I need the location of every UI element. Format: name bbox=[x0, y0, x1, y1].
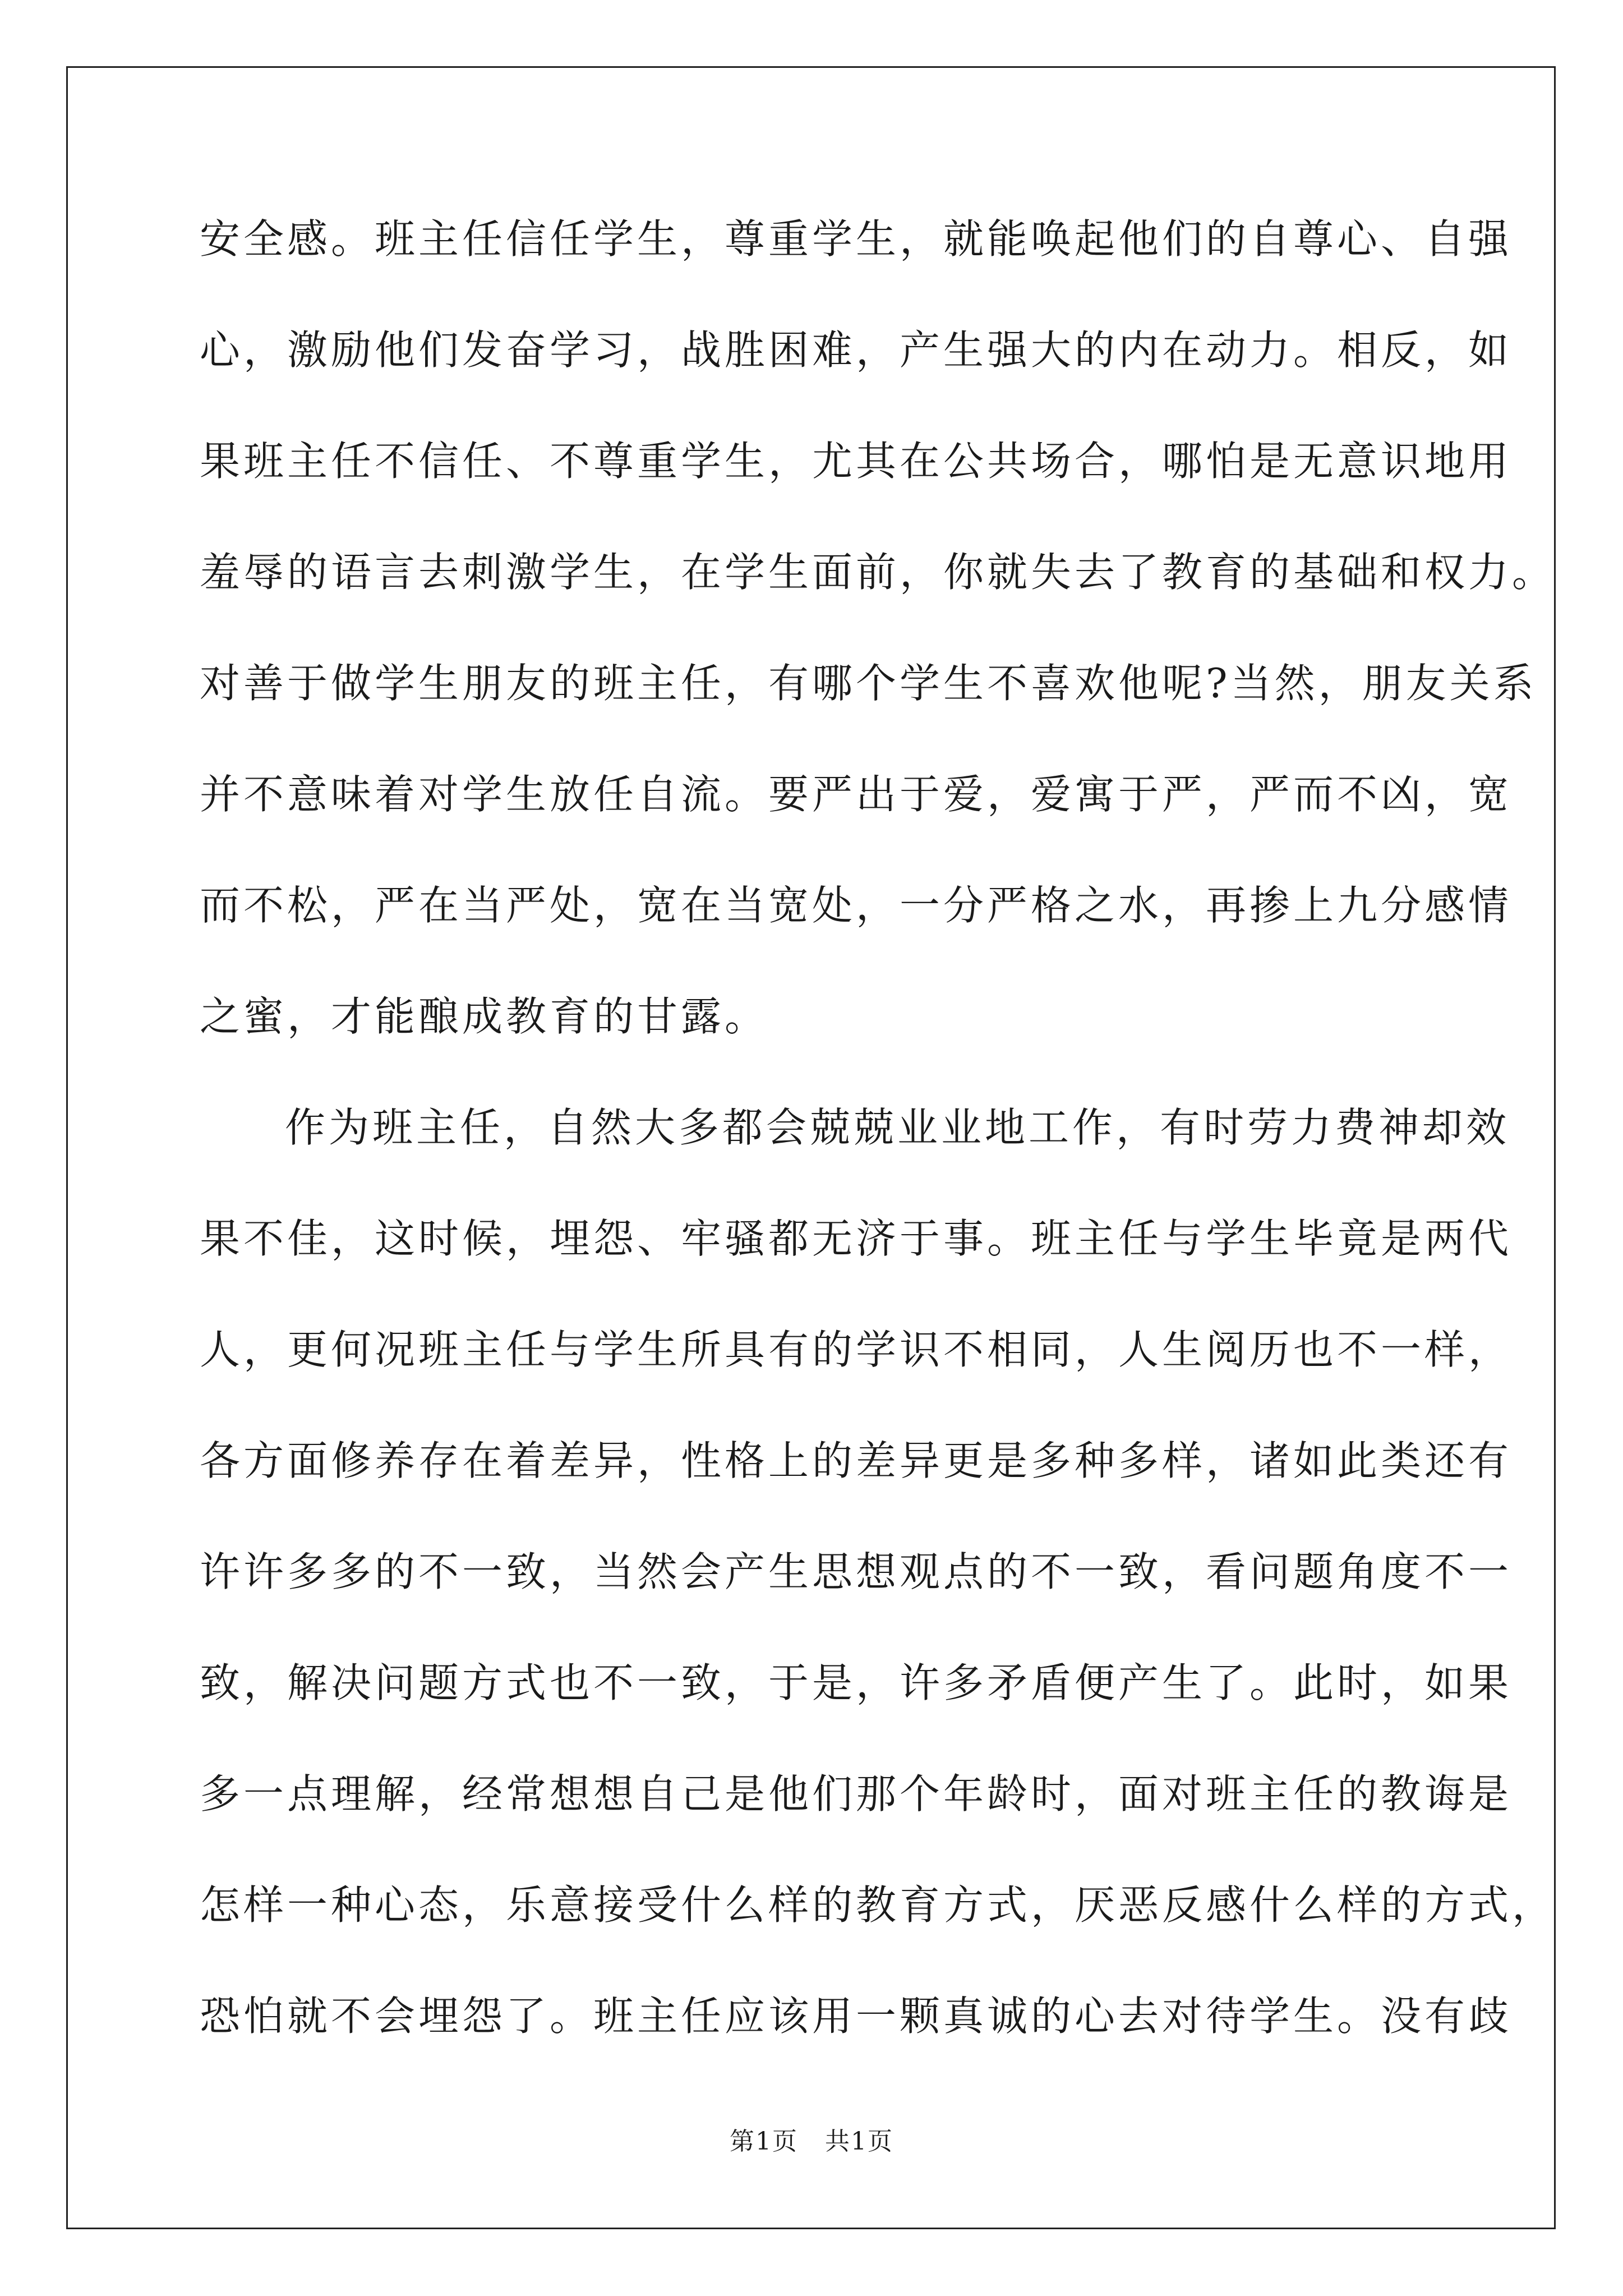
text-line: 许许多多的不一致，当然会产生思想观点的不一致，看问题角度不一 bbox=[200, 1548, 1513, 1595]
page-number: 第1页 bbox=[730, 2127, 798, 2156]
text-line: 而不松，严在当严处，宽在当宽处，一分严格之水，再掺上九分感情 bbox=[200, 882, 1513, 929]
document-body bbox=[200, 208, 1556, 2096]
paragraph-start-line: 作为班主任，自然大多都会兢兢业业地工作，有时劳力费神却效 bbox=[285, 1104, 1510, 1151]
text-line: 各方面修养存在着差异，性格上的差异更是多种多样，诸如此类还有 bbox=[200, 1437, 1513, 1484]
text-line: 致，解决问题方式也不一致，于是，许多矛盾便产生了。此时，如果 bbox=[200, 1659, 1513, 1706]
text-line: 果不佳，这时候，埋怨、牢骚都无济于事。班主任与学生毕竟是两代 bbox=[200, 1215, 1513, 1262]
text-line: 心，激励他们发奋学习，战胜困难，产生强大的内在动力。相反，如 bbox=[200, 326, 1513, 374]
text-line: 并不意味着对学生放任自流。要严出于爱，爱寓于严，严而不凶，宽 bbox=[200, 771, 1513, 818]
text-line: 对善于做学生朋友的班主任，有哪个学生不喜欢他呢?当然，朋友关系 bbox=[200, 660, 1537, 707]
text-line: 恐怕就不会埋怨了。班主任应该用一颗真诚的心去对待学生。没有歧 bbox=[200, 1993, 1513, 2040]
text-line: 羞辱的语言去刺激学生，在学生面前，你就失去了教育的基础和权力。 bbox=[200, 549, 1556, 596]
text-line: 多一点理解，经常想想自己是他们那个年龄时，面对班主任的教诲是 bbox=[200, 1770, 1513, 1818]
text-line: 果班主任不信任、不尊重学生，尤其在公共场合，哪怕是无意识地用 bbox=[200, 438, 1513, 485]
text-line: 安全感。班主任信任学生，尊重学生，就能唤起他们的自尊心、自强 bbox=[200, 215, 1513, 263]
page-footer bbox=[0, 2125, 1623, 2159]
text-line: 怎样一种心态，乐意接受什么样的教育方式，厌恶反感什么样的方式， bbox=[200, 1881, 1556, 1929]
text-line: 之蜜，才能酿成教育的甘露。 bbox=[200, 993, 769, 1040]
page-total: 共1页 bbox=[825, 2127, 893, 2156]
text-line: 人，更何况班主任与学生所具有的学识不相同，人生阅历也不一样， bbox=[200, 1326, 1513, 1373]
